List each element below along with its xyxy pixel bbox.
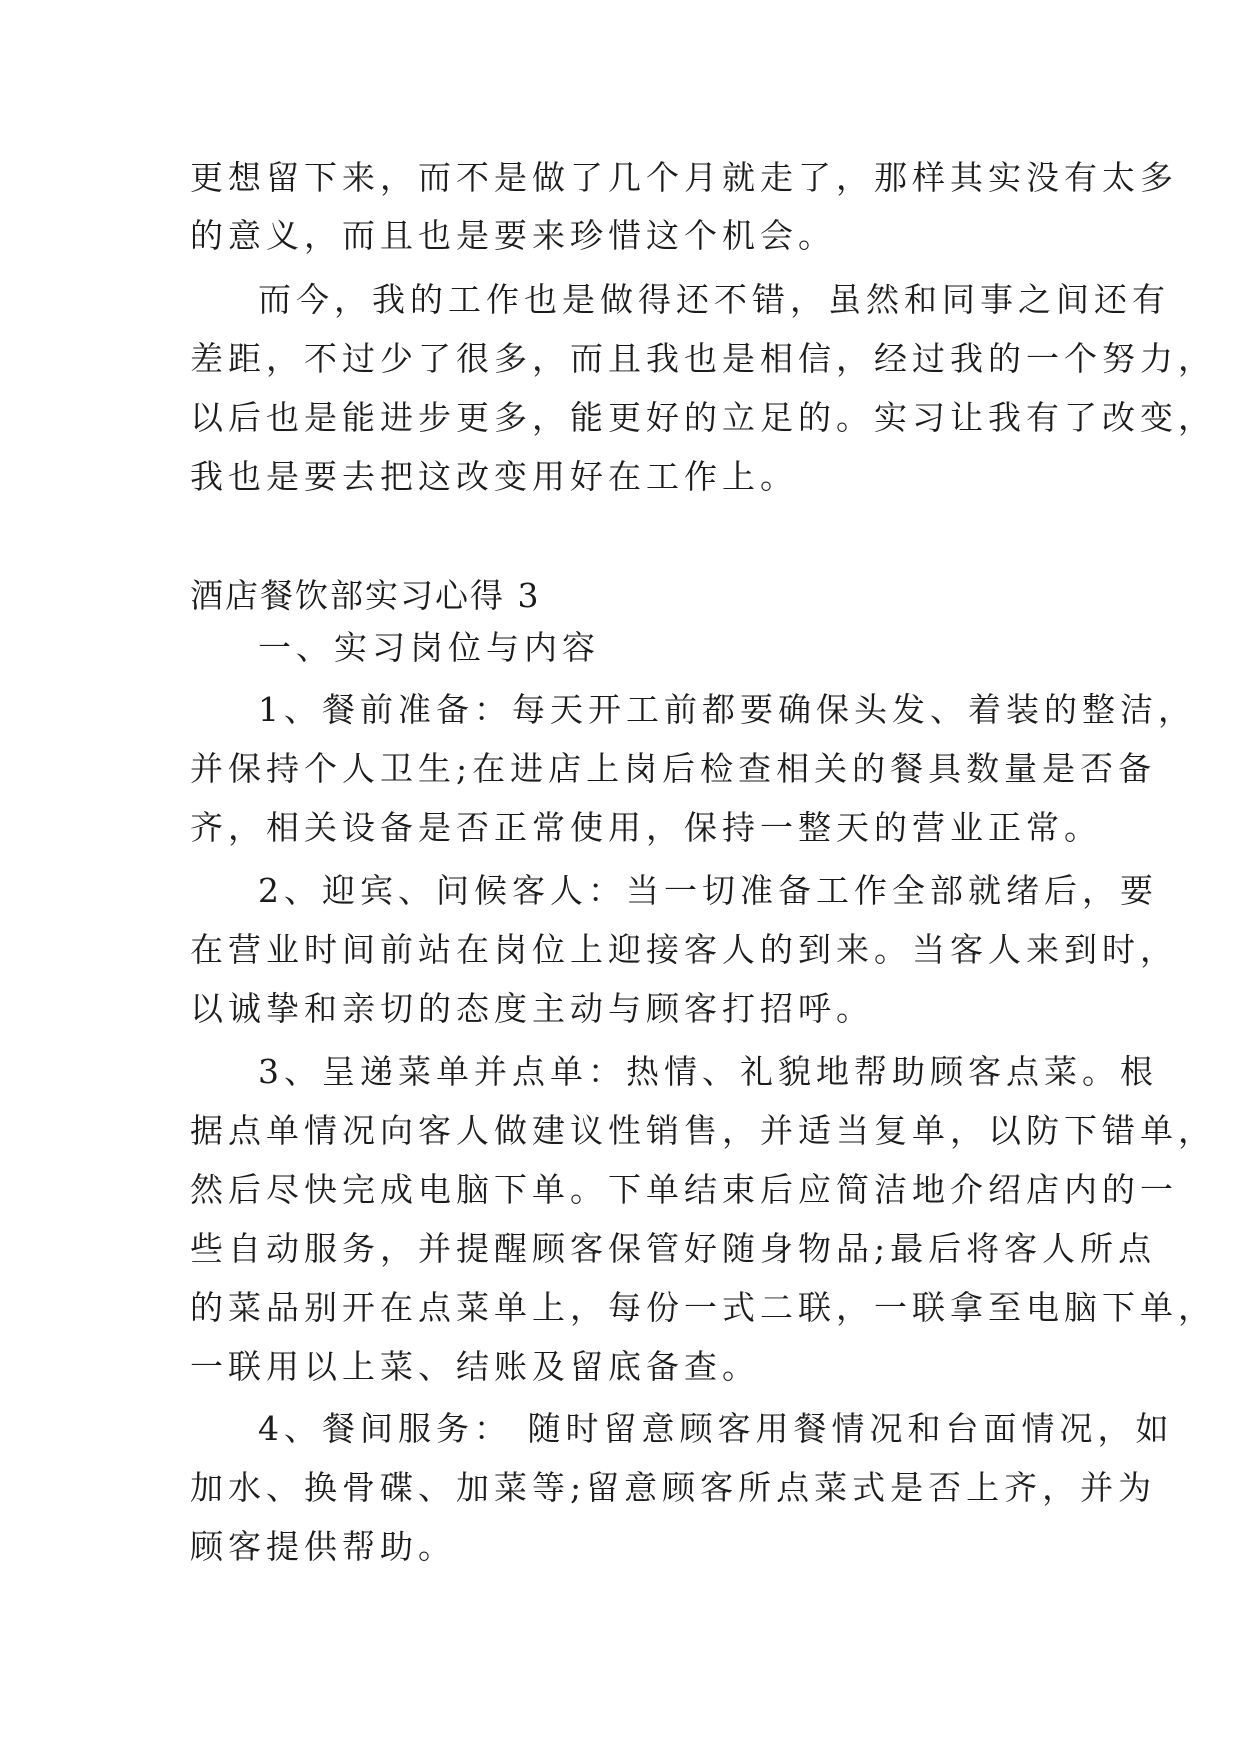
paragraph-line: 然后尽快完成电脑下单。下单结束后应简洁地介绍店内的一 bbox=[190, 1170, 1178, 1209]
paragraph-line: 更想留下来，而不是做了几个月就走了，那样其实没有太多 bbox=[190, 158, 1178, 197]
paragraph-line: 的意义，而且也是要来珍惜这个机会。 bbox=[190, 216, 836, 255]
paragraph-line: 加水、换骨碟、加菜等;留意顾客所点菜式是否上齐，并为 bbox=[190, 1468, 1157, 1507]
section-subtitle: 一、实习岗位与内容 bbox=[258, 628, 600, 667]
paragraph-line: 差距，不过少了很多，而且我也是相信，经过我的一个努力， bbox=[190, 339, 1216, 378]
paragraph-line: 4、餐间服务： 随时留意顾客用餐情况和台面情况，如 bbox=[258, 1409, 1174, 1448]
section-title: 酒店餐饮部实习心得 3 bbox=[190, 576, 541, 615]
paragraph-line: 顾客提供帮助。 bbox=[190, 1527, 456, 1566]
paragraph-line: 3、呈递菜单并点单：热情、礼貌地帮助顾客点菜。根 bbox=[258, 1052, 1158, 1091]
paragraph-line: 以诚挚和亲切的态度主动与顾客打招呼。 bbox=[190, 989, 874, 1028]
paragraph-line: 1、餐前准备：每天开工前都要确保头发、着装的整洁， bbox=[258, 690, 1196, 729]
paragraph-line: 并保持个人卫生;在进店上岗后检查相关的餐具数量是否备 bbox=[190, 749, 1157, 788]
paragraph-line: 以后也是能进步更多，能更好的立足的。实习让我有了改变， bbox=[190, 398, 1216, 437]
paragraph-line: 在营业时间前站在岗位上迎接客人的到来。当客人来到时， bbox=[190, 930, 1178, 969]
paragraph-line: 一联用以上菜、结账及留底备查。 bbox=[190, 1347, 760, 1386]
paragraph-line: 据点单情况向客人做建议性销售，并适当复单，以防下错单， bbox=[190, 1111, 1216, 1150]
paragraph-line: 我也是要去把这改变用好在工作上。 bbox=[190, 457, 798, 496]
paragraph-line: 些自动服务，并提醒顾客保管好随身物品;最后将客人所点 bbox=[190, 1229, 1157, 1268]
paragraph-line: 的菜品别开在点菜单上，每份一式二联，一联拿至电脑下单， bbox=[190, 1288, 1216, 1327]
paragraph-line: 2、迎宾、问候客人：当一切准备工作全部就绪后，要 bbox=[258, 871, 1158, 910]
paragraph-line: 齐，相关设备是否正常使用，保持一整天的营业正常。 bbox=[190, 808, 1102, 847]
paragraph-line: 而今，我的工作也是做得还不错，虽然和同事之间还有 bbox=[258, 280, 1170, 319]
